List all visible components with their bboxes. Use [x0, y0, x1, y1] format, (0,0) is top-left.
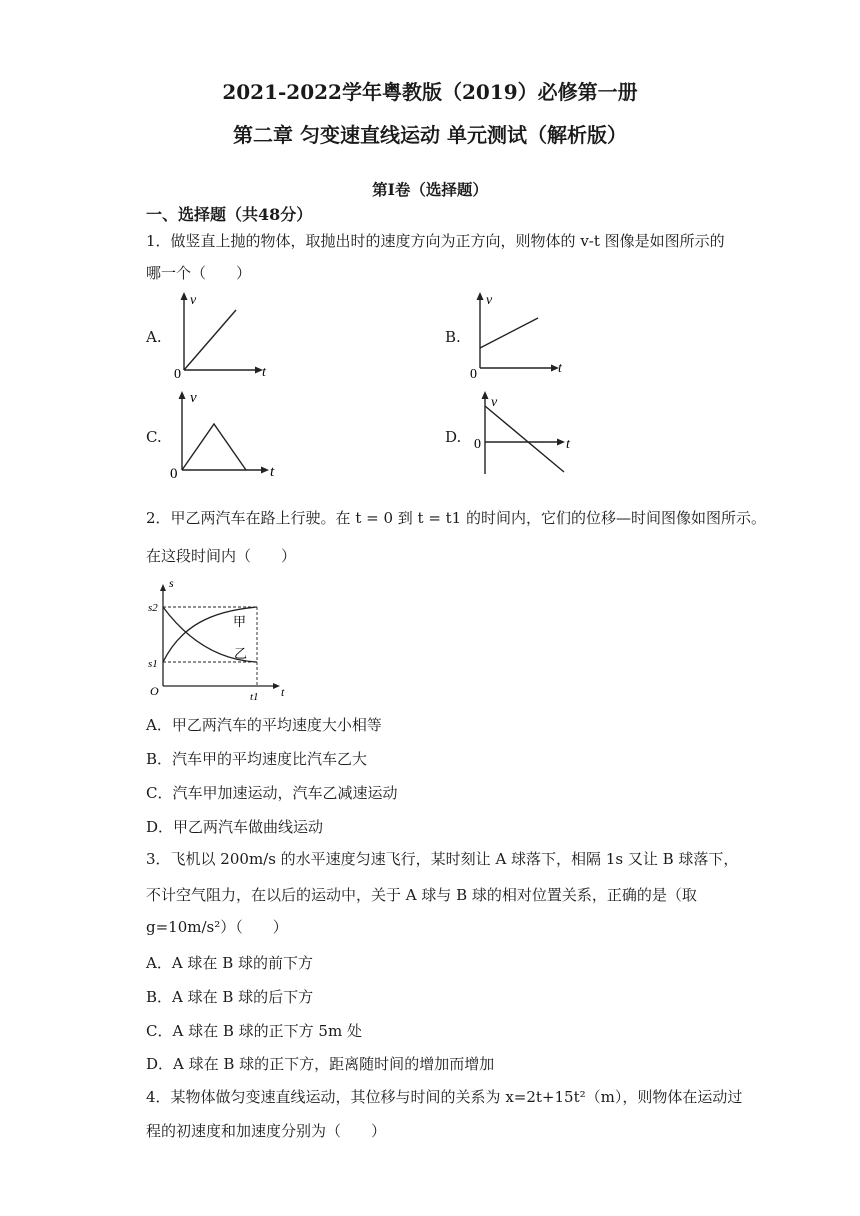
q1-option-c-label: C. [146, 428, 162, 446]
section-title: 一、选择题（共48分） [146, 205, 313, 224]
q1-graph-c [170, 388, 280, 480]
q2-option-c: C．汽车甲加速运动，汽车乙减速运动 [146, 784, 398, 802]
q1c-v-label: v [190, 390, 197, 406]
q3-option-a: A．A 球在 B 球的前下方 [146, 954, 313, 972]
q1-option-a-label: A. [146, 328, 162, 346]
q3-stem-line1: 3．飞机以 200m/s 的水平速度匀速飞行，某时刻让 A 球落下，相隔 1s 又让 B 球落下， [146, 850, 739, 868]
document-title: 2021-2022学年粤教版（2019）必修第一册 [222, 80, 638, 104]
q1-graph-a [170, 290, 280, 382]
q1a-v-label: v [190, 293, 197, 308]
q3-stem-line2: 不计空气阻力，在以后的运动中，关于 A 球与 B 球的相对位置关系，正确的是（取 [146, 886, 697, 904]
q4-stem-line1: 4．某物体做匀变速直线运动，其位移与时间的关系为 x=2t+15t²（m），则物体在运动过 [146, 1088, 743, 1106]
q1b-t-label: t [558, 361, 562, 376]
q2-t1-label: t1 [250, 691, 259, 703]
q2-displacement-time-graph [146, 578, 296, 702]
q1-stem-line1: 1．做竖直上抛的物体，取抛出时的速度方向为正方向，则物体的 v-t 图像是如图所示的 [146, 232, 725, 250]
q2-origin-label: O [150, 684, 159, 698]
q3-option-d: D．A 球在 B 球的正下方，距离随时间的增加而增加 [146, 1055, 495, 1073]
q1a-t-label: t [262, 365, 266, 380]
q1-stem-line2: 哪一个（ ） [146, 264, 252, 282]
q1a-origin-label: 0 [174, 367, 181, 382]
q1d-origin-label: 0 [474, 437, 481, 452]
q1b-origin-label: 0 [470, 367, 477, 382]
q2-option-b: B．汽车甲的平均速度比汽车乙大 [146, 750, 368, 768]
q2-jia-label: 甲 [233, 614, 247, 629]
q3-option-c: C．A 球在 B 球的正下方 5m 处 [146, 1022, 362, 1040]
document-subtitle: 第二章 匀变速直线运动 单元测试（解析版） [233, 123, 627, 147]
q1-graph-d [472, 388, 582, 480]
q2-yi-label: 乙 [234, 646, 248, 661]
q2-option-d: D．甲乙两汽车做曲线运动 [146, 818, 324, 836]
q3-option-b: B．A 球在 B 球的后下方 [146, 988, 314, 1006]
q2-s1-label: s1 [148, 658, 158, 670]
q1d-t-label: t [566, 437, 570, 452]
q1c-t-label: t [270, 464, 275, 480]
q2-option-a: A．甲乙两汽车的平均速度大小相等 [146, 716, 382, 734]
q1-option-b-label: B. [445, 328, 461, 346]
q2-stem-line1: 2．甲乙两汽车在路上行驶。在 t = 0 到 t = t1 的时间内，它们的位移—时间图像如图所示。 [146, 509, 766, 527]
q4-stem-line2: 程的初速度和加速度分别为（ ） [146, 1122, 387, 1140]
q1b-v-label: v [486, 293, 493, 308]
q2-stem-line2: 在这段时间内（ ） [146, 547, 297, 565]
q2-s-axis-label: s [169, 576, 174, 590]
q1c-origin-label: 0 [170, 466, 178, 482]
q1-option-d-label: D. [445, 428, 462, 446]
q1-graph-b [466, 290, 576, 382]
q2-s2-label: s2 [148, 602, 158, 614]
q2-t-axis-label: t [281, 685, 285, 699]
part-title: 第Ⅰ卷（选择题） [372, 180, 488, 199]
q1d-v-label: v [491, 395, 498, 410]
q3-stem-line3: g=10m/s²）（ ） [146, 918, 288, 936]
